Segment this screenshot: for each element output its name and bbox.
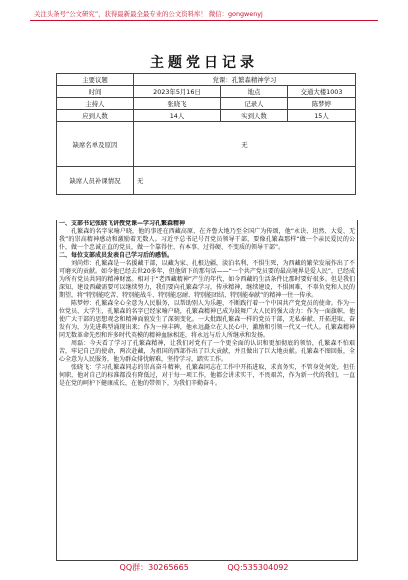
section-paragraph: 刘尚炜：孔繁森是一名援藏干部，以藏为家、扎根边疆，淡泊名利、不惧生死，为西藏的繁荣发展作出了不可磨灭的贡献。如今他已经去世20多年，但他留下的那句话——“一个共产党员要的最高境界是爱人民”，已经成为所有党员共同的精神财富。相对于“老西藏精神”产生的年代，如今西藏的生活条件比那时要好很多。但是我们深知，建设西藏需要可以继续努力，我们要向孔繁森学习，传承精神，继续建设，不惧困难，不辜负党和人民的期望，将“特别能吃苦、特别能战斗、特别能忍耐、特别能团结、特别能奉献”的精神一往一传承。 xyxy=(59,260,355,299)
top-banner xyxy=(0,0,408,30)
place-value: 交通大楼1003 xyxy=(288,86,356,98)
time-label: 时间 xyxy=(57,86,134,98)
place-label: 地点 xyxy=(221,86,288,98)
footer-qq-group: QQ群：30265665 xyxy=(119,563,189,572)
makeup-value: 无 xyxy=(134,167,356,195)
minutes-body xyxy=(56,220,358,561)
host-value: 张晓飞 xyxy=(134,98,221,110)
actual-label: 实到人数 xyxy=(221,110,288,122)
absent-label: 缺席名单及原因 xyxy=(57,122,134,167)
page-title: 主题党日记录 xyxy=(150,55,258,71)
footer xyxy=(0,562,408,573)
section-paragraph: 张晓飞：学习孔繁森同志的崇高奋斗精神，孔繁森同志在工作中开拓进取，求真务实，不管身处何处，但任何职，他对自己的标准都没有降低过，对于每一项工作，他都会讲求实干，不畏艰苦，作为新一代的我们，一直是在党的呵护下健康成长，在他的带领下，为我们辛勤奋斗。 xyxy=(59,364,355,387)
time-value: 2023年5月16日 xyxy=(134,86,221,98)
recorder-value: 陈梦婷 xyxy=(288,98,356,110)
makeup-label: 缺席人员补课情况 xyxy=(57,167,134,195)
host-label: 主持人 xyxy=(57,98,134,110)
footer-qq: QQ:535304092 xyxy=(227,563,289,572)
banner-rule xyxy=(30,20,378,21)
section-paragraph: 周磊：今天看了学习了孔繁森精神，让我们对党有了一个更全面的认识和更加彻底的领悟，孔繁森不怕艰苦，牢记自己的使命，两次赴藏，为祖国的西部作出了巨大贡献，并且做出了巨大地贡献。孔繁森不图回报，全心全意为人民服务，他为群众排忧解难，坚持学习，踏实工作。 xyxy=(59,340,355,363)
expected-label: 应到人数 xyxy=(57,110,134,122)
section-paragraph: 陈梦婷：孔繁森全心全意为人民服务，以帮助别人为乐趣，不断践行着一个中国共产党党员的使命。作为一位党员、大学生，孔繁森的名字已经家喻户晓，孔繁森精神已成为鼓舞广大人民的强大动力：作为一面旗帜，他使广大干部的思想观念和精神面貌发生了深刻变化。一大批跟孔繁森一样的党员干部，无私奉献、开拓进取、奋发有为，为先进典型涌现出来；作为一座丰碑，他永远矗立在人民心中，激励和引领一代又一代人。孔繁森精神同无数革命先烈和许多时代英模的精神血脉相连，将永远与后人所继承和发扬。 xyxy=(59,300,355,339)
actual-value: 15人 xyxy=(288,110,356,122)
topic-value: 党课：孔繁森精神学习 xyxy=(134,74,356,86)
meeting-info-table xyxy=(56,73,356,195)
expected-value: 14人 xyxy=(134,110,221,122)
recorder-label: 记录人 xyxy=(221,98,288,110)
section-heading: 一、支部书记张晓飞讲授党课—学习孔繁森精神 xyxy=(59,220,186,227)
topic-label: 主要议题 xyxy=(57,74,134,86)
absent-value: 无 xyxy=(134,122,356,167)
section-paragraph: 孔繁森的名字家喻户晓，他的事迹在西藏高原，在齐鲁大地乃至全国广为传颂，他“永诀、坦然、大爱、无我”的崇高精神感动和激励着无数人。习近平总书记号召党员领导干部，要像孔繁森那样“做一个亲民爱民的公仆，做一个忠诚正直的党员，做一个靠得住、有本事、过得硬、不变质的领导干部”。 xyxy=(59,228,355,251)
banner-text: 关注头条号“公文研究”，获得最新最全最专业的公文资料库！ 微信：gongwenyj xyxy=(34,10,263,18)
section-heading: 二、每位支部成员发表自己学习后的感悟。 xyxy=(59,252,174,259)
